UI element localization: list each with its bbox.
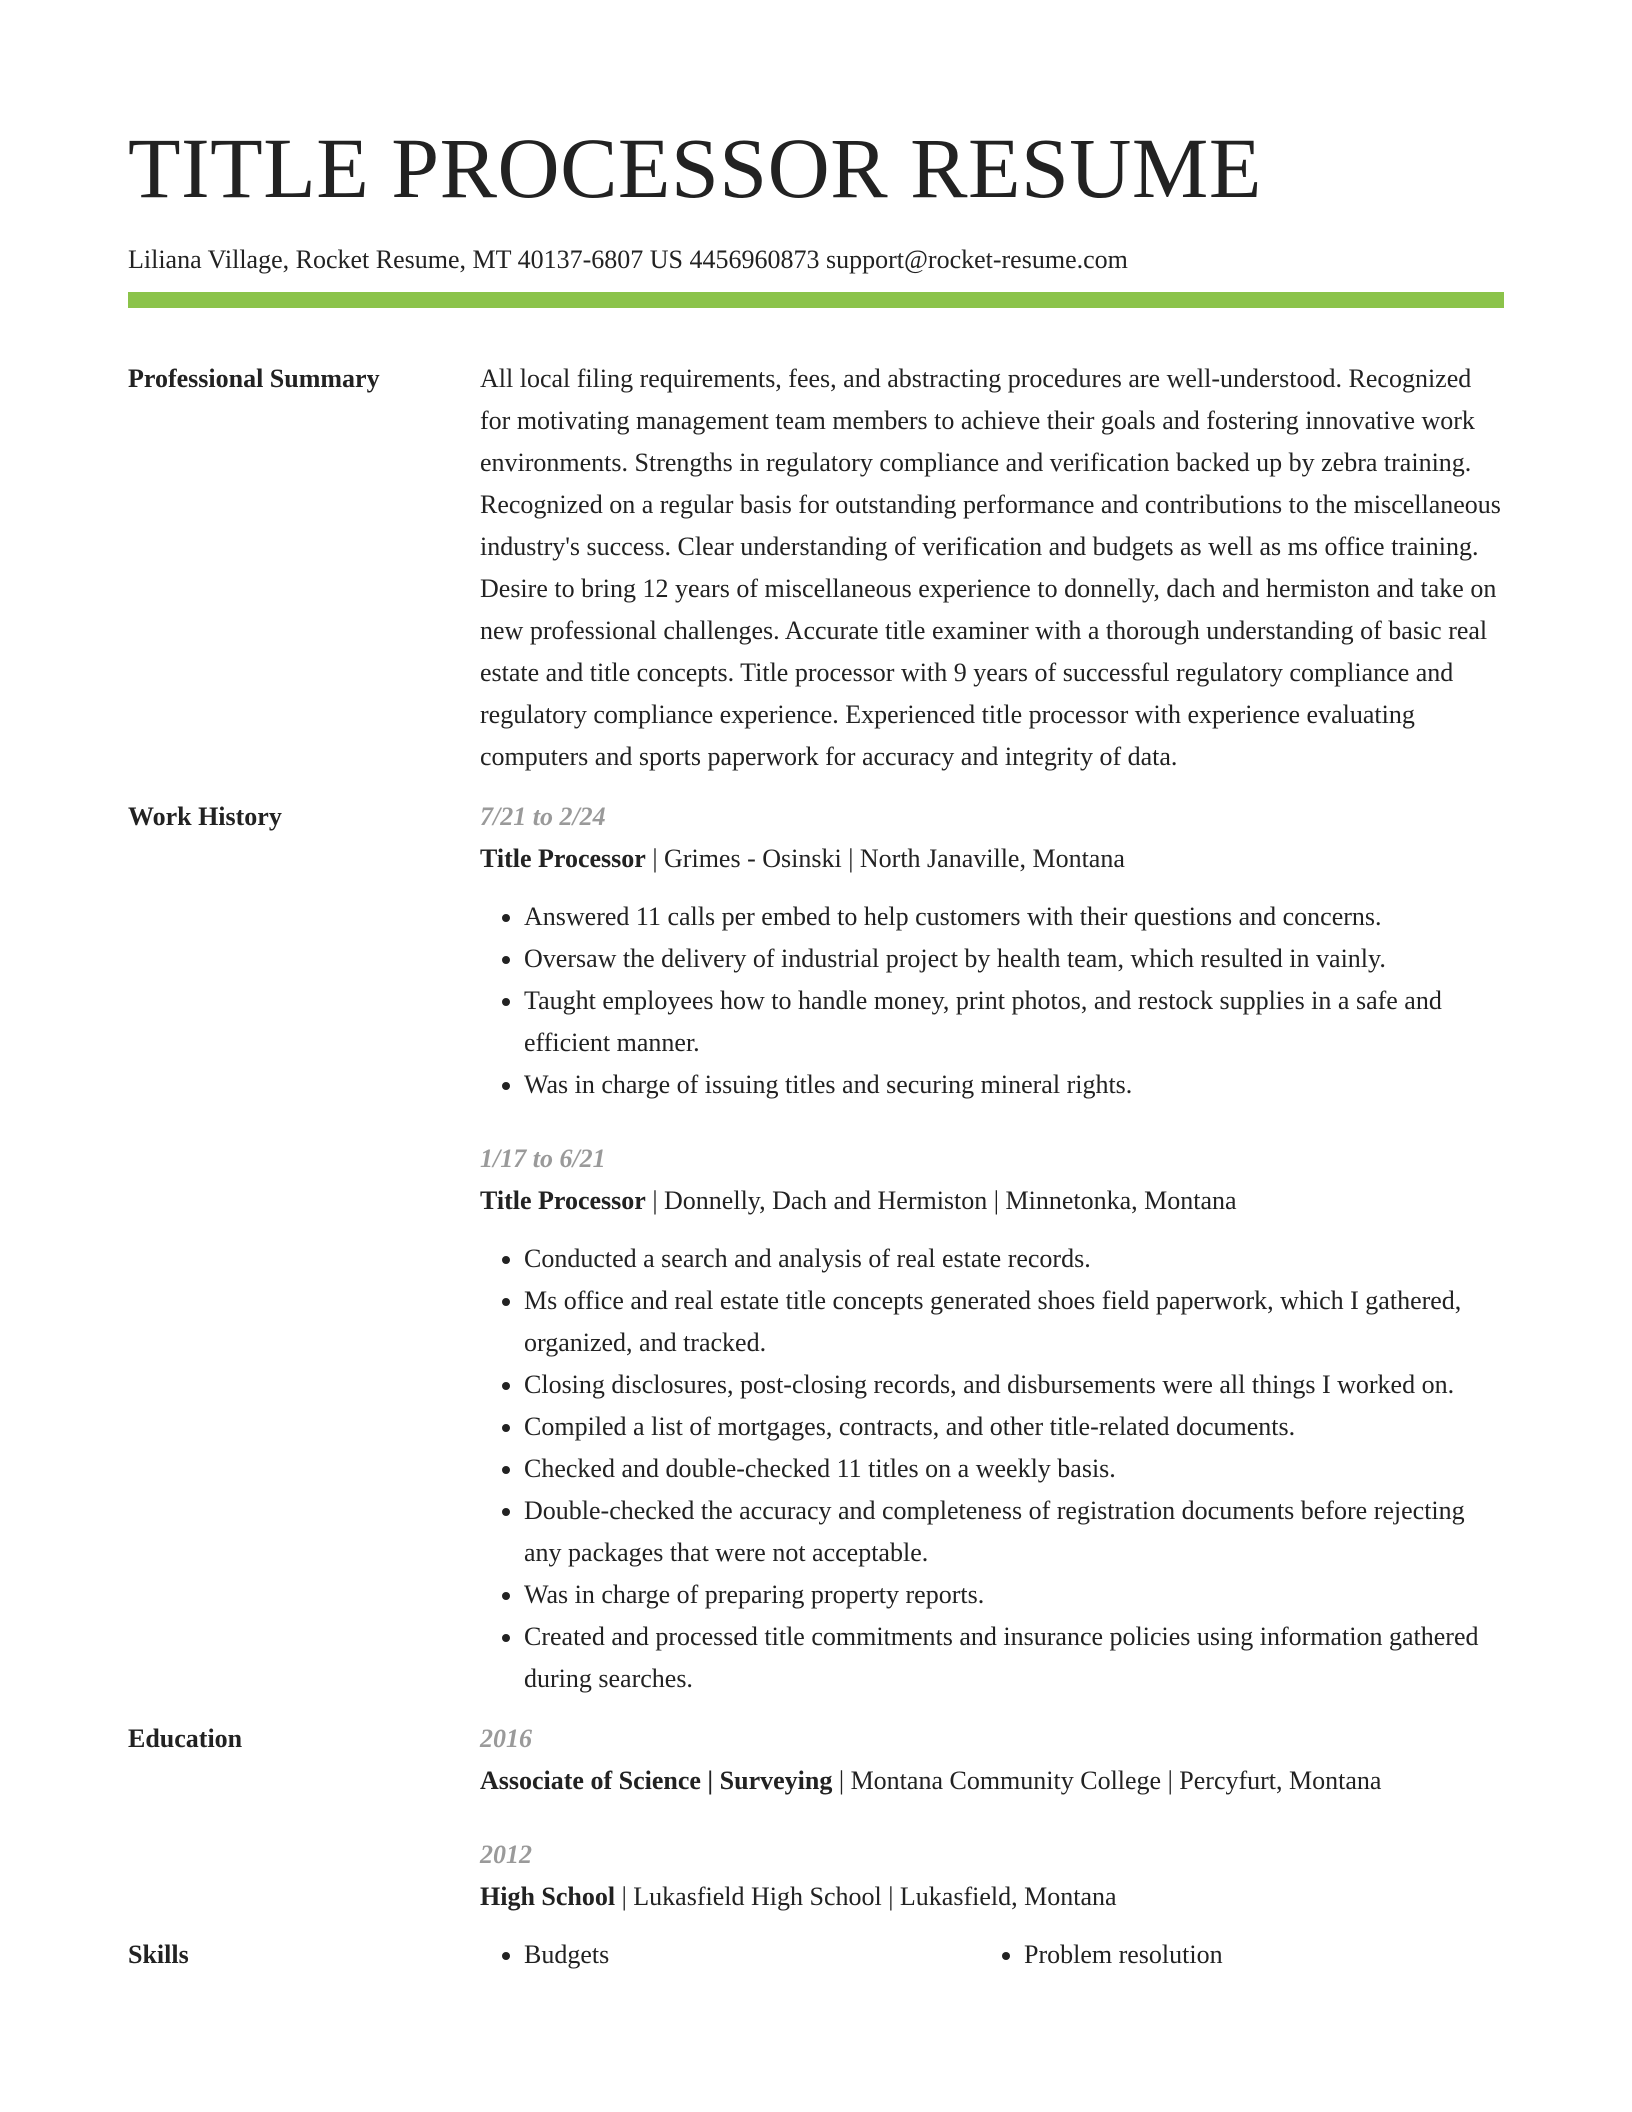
bullet-item: • Oversaw the delivery of industrial project by health team, which resulted in vainly. <box>524 938 1504 980</box>
bullet-item: • Checked and double-checked 11 titles on a weekly basis. <box>524 1448 1504 1490</box>
job-title: Title Processor <box>480 844 646 873</box>
education-heading <box>480 1760 1504 1802</box>
job-title: Title Processor <box>480 1186 646 1215</box>
bullet-item: • Closing disclosures, post-closing records, and disbursements were all things I worked on. <box>524 1364 1504 1406</box>
resume-title: TITLE PROCESSOR RESUME <box>128 120 1262 216</box>
bullet-item: • Answered 11 calls per embed to help customers with their questions and concerns. <box>524 896 1504 938</box>
job-dates: 1/17 to 6/21 <box>480 1144 606 1173</box>
accent-divider <box>128 292 1504 308</box>
education-details: | Lukasfield High School | Lukasfield, Montana <box>615 1882 1117 1911</box>
work-history-section <box>128 796 1504 1700</box>
bullet-item: • Created and processed title commitments and insurance policies using information gathered during searches. <box>524 1616 1504 1700</box>
job-dates: 7/21 to 2/24 <box>480 802 606 831</box>
education-year: 2016 <box>480 1724 532 1753</box>
resume-page <box>128 0 1504 1976</box>
job-bullets <box>480 896 1504 1106</box>
job-entry <box>480 1138 1504 1700</box>
job-bullets <box>480 1238 1504 1700</box>
skill-item: • Problem resolution <box>1024 1934 1504 1976</box>
skill-item: • Budgets <box>524 1934 1004 1976</box>
contact-line: Liliana Village, Rocket Resume, MT 40137-6807 US 4456960873 support@rocket-resume.com <box>128 245 1128 274</box>
education-year: 2012 <box>480 1840 532 1869</box>
skills-list <box>480 1934 1504 1976</box>
summary-text: All local filing requirements, fees, and abstracting procedures are well-understood. Recognized for motivating management team members to achieve their goals and fostering innovative work environments. Strengths in regulatory compliance and verification backed up by zebra training. Recognized on a regular basis for outstanding performance and contributions to the miscellaneous industry's success. Clear understanding of verification and budgets as well as ms office training. Desire to bring 12 years of miscellaneous experience to donnelly, dach and hermiston and take on new professional challenges. Accurate title examiner with a thorough understanding of basic real estate and title concepts. Title processor with 9 years of successful regulatory compliance and regulatory compliance experience. Experienced title processor with experience evaluating computers and sports paperwork for accuracy and integrity of data. <box>480 364 1501 771</box>
job-heading <box>480 838 1504 880</box>
bullet-item: • Compiled a list of mortgages, contracts, and other title-related documents. <box>524 1406 1504 1448</box>
job-entry <box>480 796 1504 1106</box>
skills-section <box>128 1934 1504 1976</box>
section-heading-skills: Skills <box>128 1940 189 1969</box>
education-degree: Associate of Science | Surveying <box>480 1766 833 1795</box>
job-heading <box>480 1180 1504 1222</box>
bullet-item: • Conducted a search and analysis of real estate records. <box>524 1238 1504 1280</box>
education-details: | Montana Community College | Percyfurt, Montana <box>832 1766 1382 1795</box>
job-details: | Grimes - Osinski | North Janaville, Montana <box>645 844 1125 873</box>
education-heading <box>480 1876 1504 1918</box>
bullet-item: • Was in charge of issuing titles and securing mineral rights. <box>524 1064 1504 1106</box>
section-heading-summary: Professional Summary <box>128 364 380 393</box>
bullet-item: • Taught employees how to handle money, print photos, and restock supplies in a safe and efficient manner. <box>524 980 1504 1064</box>
section-heading-education: Education <box>128 1724 243 1753</box>
section-heading-work: Work History <box>128 802 282 831</box>
professional-summary-section <box>128 358 1504 778</box>
bullet-item: • Ms office and real estate title concepts generated shoes field paperwork, which I gathered, organized, and tracked. <box>524 1280 1504 1364</box>
education-degree: High School <box>480 1882 616 1911</box>
education-section <box>128 1718 1504 1918</box>
bullet-item: • Was in charge of preparing property reports. <box>524 1574 1504 1616</box>
bullet-item: • Double-checked the accuracy and completeness of registration documents before rejecting any packages that were not acceptable. <box>524 1490 1504 1574</box>
education-entry <box>480 1718 1504 1802</box>
job-details: | Donnelly, Dach and Hermiston | Minnetonka, Montana <box>645 1186 1237 1215</box>
education-entry <box>480 1834 1504 1918</box>
